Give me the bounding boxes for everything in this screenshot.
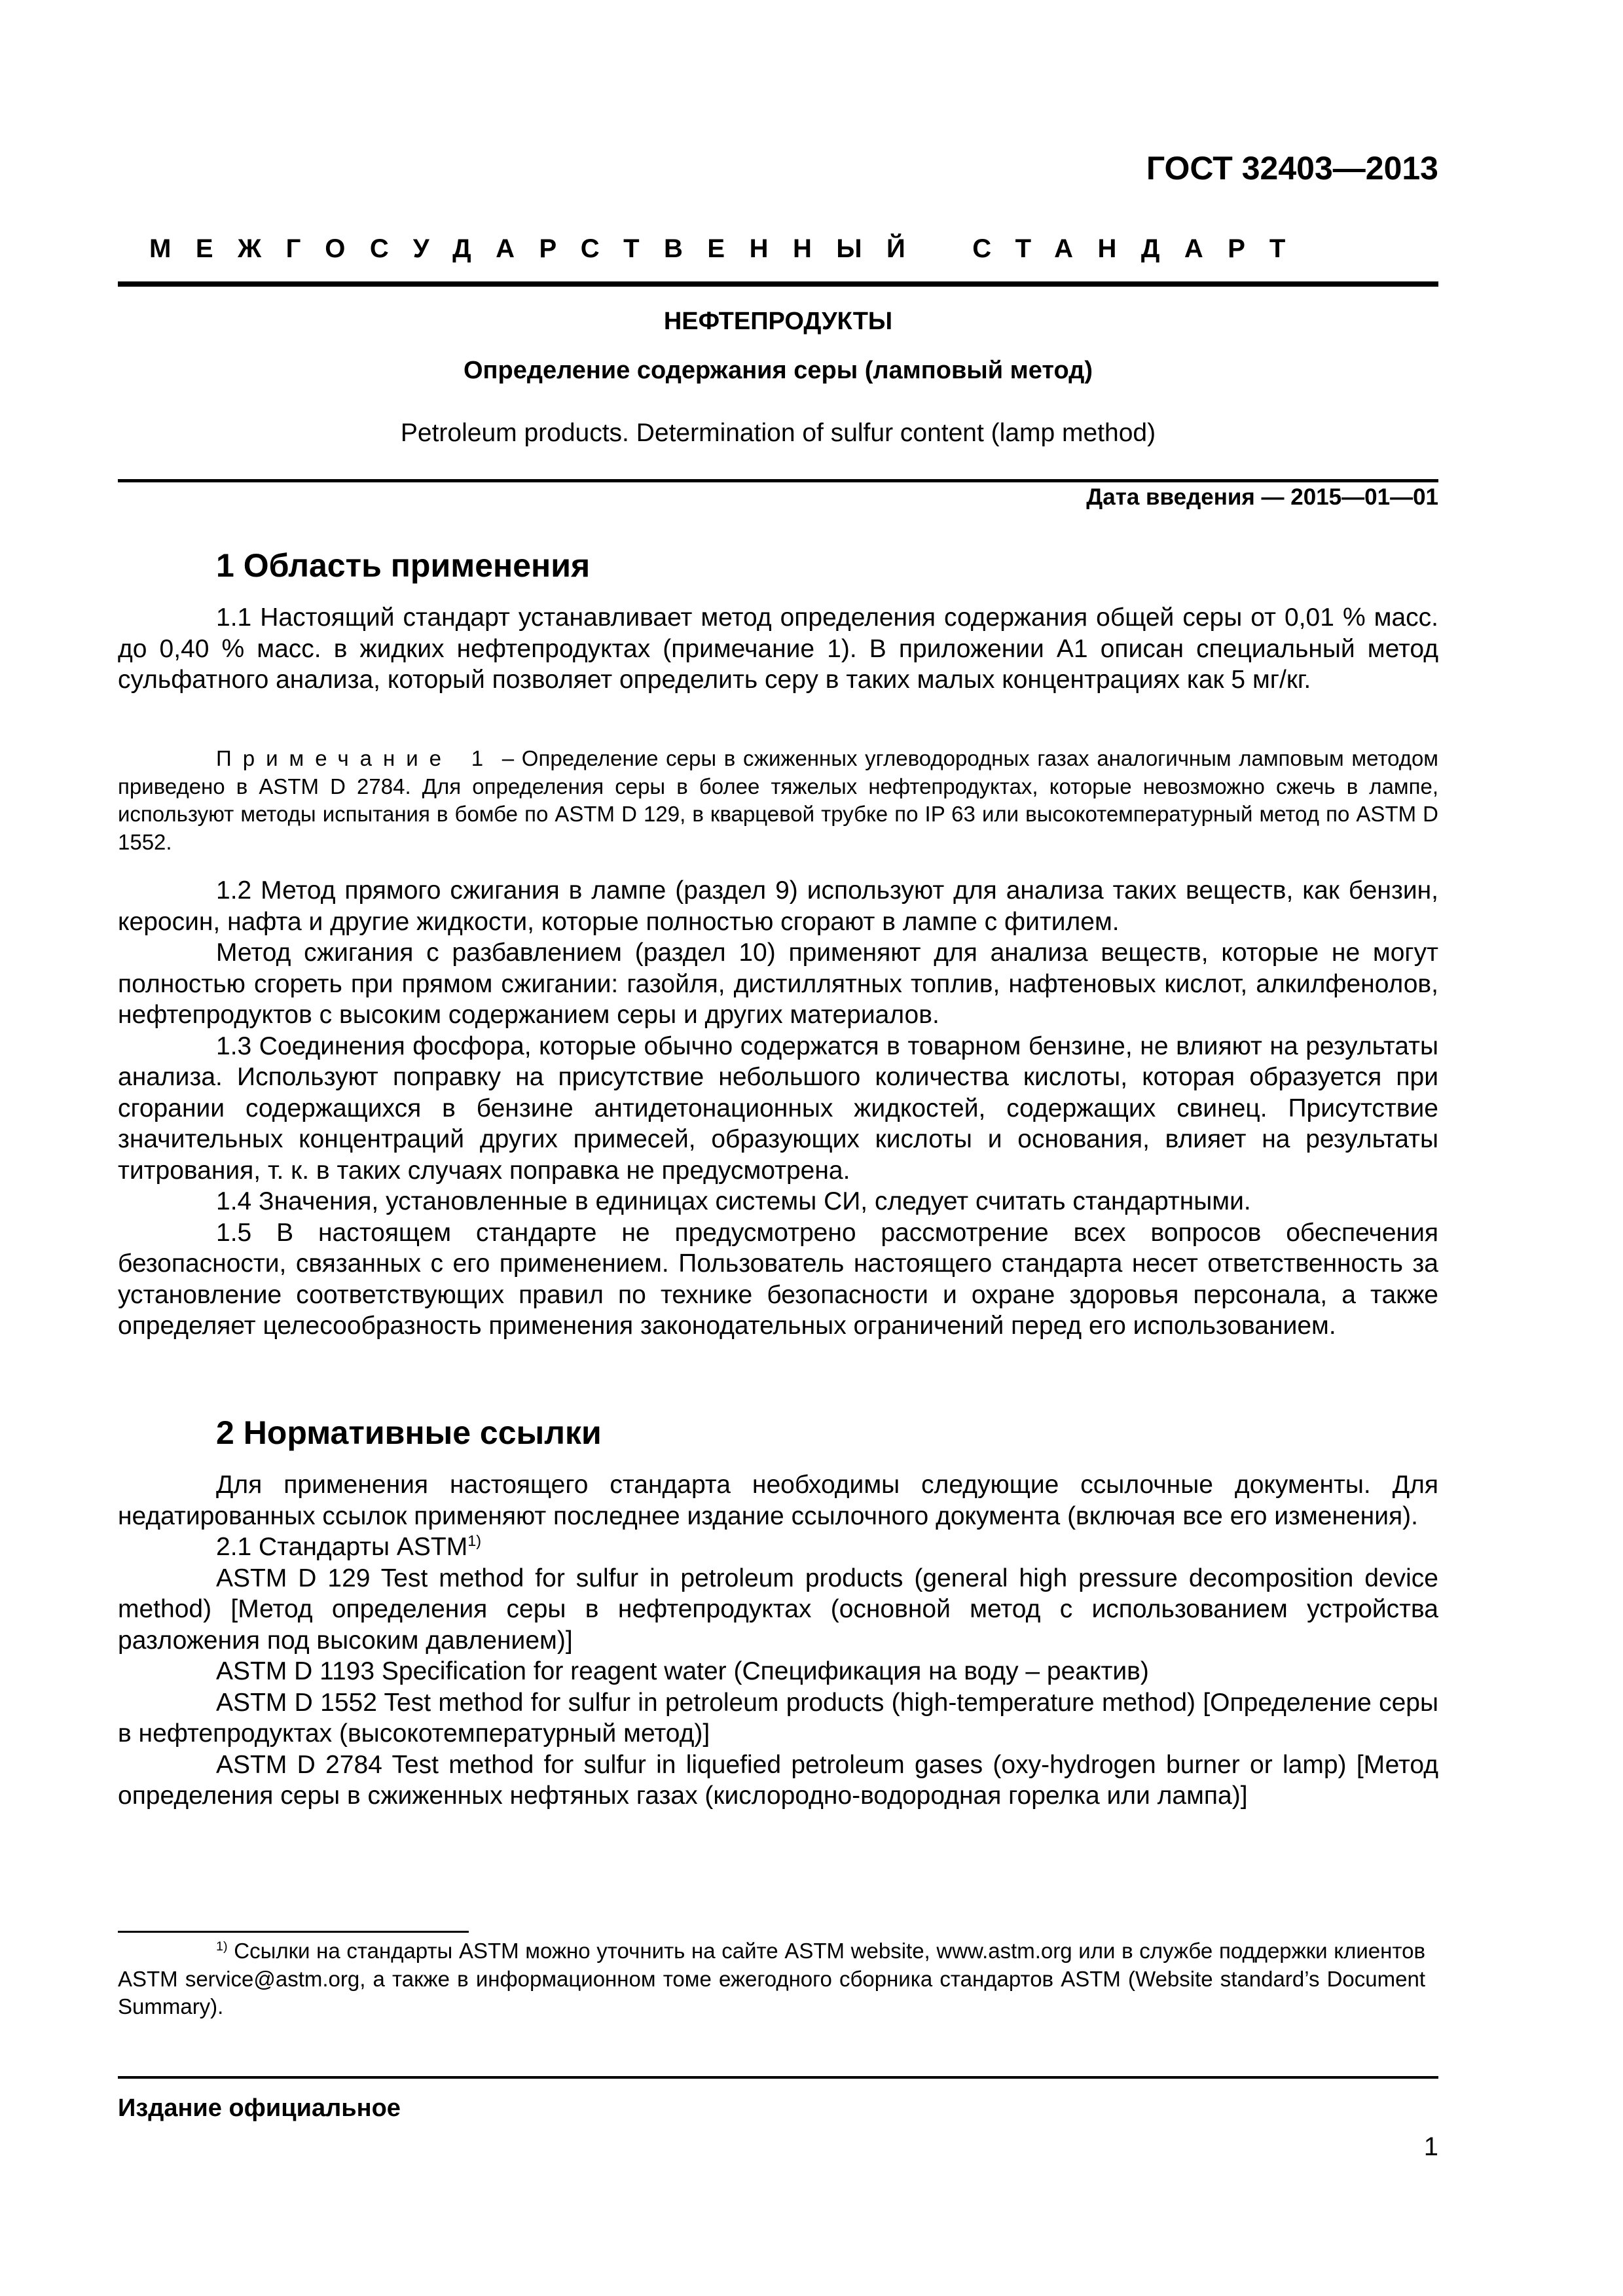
paragraph: 1.1 Настоящий стандарт устанавливает метод определения содержания общей серы от 0,01 % масс. до 0,40 % масс. в жидких нефтепродуктах (примечание 1). В приложении А1 описан специальный метод сульфатного анализа, который позволяет определить серу в таких малых концентрациях как 5 мг/кг. bbox=[118, 603, 1438, 694]
footer-rule bbox=[118, 2076, 1438, 2079]
page-number: 1 bbox=[1423, 2132, 1438, 2161]
section-2-body bbox=[118, 1469, 1438, 1812]
subsection-title bbox=[118, 1532, 1438, 1563]
title-subtitle: Определение содержания серы (ламповый метод) bbox=[463, 357, 1093, 384]
edition-label: Издание официальное bbox=[118, 2094, 401, 2122]
paragraph: 1.3 Соединения фосфора, которые обычно содержатся в товарном бензине, не влияют на результаты анализа. Используют поправку на присутствие небольшого количества кислоты, которая образуется при сгорании содержащихся в бензине антидетонационных жидкостей, содержащих свинец. Присутствие значительных концентраций других примесей, образующих кислоты и основания, влияет на результаты титрования, т. к. в таких случаях поправка не предусмотрена. bbox=[118, 1031, 1438, 1185]
standard-type-word-2: СТАНДАРТ bbox=[972, 234, 1310, 263]
title-english: Petroleum products. Determination of sulfur content (lamp method) bbox=[400, 419, 1156, 447]
note-label: Примечание 1 bbox=[216, 746, 495, 770]
reference-item: ASTM D 129 Test method for sulfur in petroleum products (general high pressure decomposition device method) [Метод определения серы в нефтепродуктах (основной метод с использованием устройства разложения под высоким давлением)] bbox=[118, 1564, 1438, 1655]
footnote-mark: 1) bbox=[216, 1939, 228, 1954]
note-paragraph bbox=[118, 745, 1438, 856]
note-1 bbox=[118, 745, 1438, 856]
title-caps: НЕФТЕПРОДУКТЫ bbox=[663, 308, 893, 335]
paragraph: 1.4 Значения, установленные в единицах системы СИ, следует считать стандартными. bbox=[216, 1187, 1251, 1215]
footnote-reference: 1) bbox=[467, 1532, 482, 1549]
subsection-text: 2.1 Стандарты ASTM bbox=[216, 1533, 468, 1561]
footnote-separator bbox=[118, 1931, 469, 1933]
section-1-body bbox=[118, 875, 1438, 1342]
footnote-paragraph bbox=[118, 1937, 1425, 2021]
paragraph: 1.2 Метод прямого сжигания в лампе (раздел 9) используют для анализа таких веществ, как бензин, керосин, нафта и другие жидкости, которые полностью сгорают в лампе с фитилем. bbox=[118, 876, 1438, 936]
section-2-title: 2 Нормативные ссылки bbox=[216, 1414, 602, 1451]
section-1-para-1-1 bbox=[118, 602, 1438, 696]
date-of-introduction: Дата введения — 2015—01—01 bbox=[1086, 484, 1438, 510]
paragraph: 1.5 В настоящем стандарте не предусмотрено рассмотрение всех вопросов обеспечения безопасности, связанных с его применением. Пользователь настоящего стандарта несет ответственность за установление соответствующих правил по технике безопасности и охране здоровья персонала, а также определяет целесообразность применения законодательных ограничений перед его использованием. bbox=[118, 1218, 1438, 1340]
document-code: ГОСТ 32403—2013 bbox=[1146, 150, 1438, 187]
paragraph: Метод сжигания с разбавлением (раздел 10) применяют для анализа веществ, которые не могут полностью сгореть при прямом сжигании: газойля, дистиллятных топлив, нафтеновых кислот, алкилфенолов, нефтепродуктов с высоким содержанием серы и других материалов. bbox=[118, 939, 1438, 1029]
paragraph: Для применения настоящего стандарта необходимы следующие ссылочные документы. Для недатированных ссылок применяют последнее издание ссылочного документа (включая все его изменения). bbox=[118, 1471, 1438, 1530]
footnote-text: Ссылки на стандарты ASTM можно уточнить на сайте ASTM website, www.astm.org или в службе поддержки клиентов ASTM service@astm.org, а также в информационном томе ежегодного сборника стандартов ASTM (Website standard’s Document Summary). bbox=[118, 1939, 1425, 2018]
footnote bbox=[118, 1937, 1425, 2021]
section-1-title: 1 Область применения bbox=[216, 547, 591, 584]
reference-item: ASTM D 2784 Test method for sulfur in liquefied petroleum gases (oxy-hydrogen burner or lamp) [Метод определения серы в сжиженных нефтяных газах (кислородно-водородная горелка или лампа)] bbox=[118, 1750, 1438, 1810]
reference-item: ASTM D 1193 Specification for reagent water (Спецификация на воду – реактив) bbox=[216, 1657, 1149, 1685]
standard-type-word-1: МЕЖГОСУДАРСТВЕННЫЙ bbox=[149, 234, 930, 263]
header-rule bbox=[118, 281, 1438, 287]
note-text: – Определение серы в сжиженных углеводородных газах аналогичным ламповым методом приведено в ASTM D 2784. Для определения серы в более тяжелых нефтепродуктах, которые невозможно сжечь в лампе, используют методы испытания в бомбе по ASTM D 129, в кварцевой трубке по IP 63 или высокотемпературный метод по ASTM D 1552. bbox=[118, 746, 1438, 854]
title-rule bbox=[118, 479, 1438, 482]
standard-type-label bbox=[149, 234, 1310, 264]
reference-item: ASTM D 1552 Test method for sulfur in petroleum products (high-temperature method) [Определение серы в нефтепродуктах (высокотемпературный метод)] bbox=[118, 1688, 1438, 1748]
